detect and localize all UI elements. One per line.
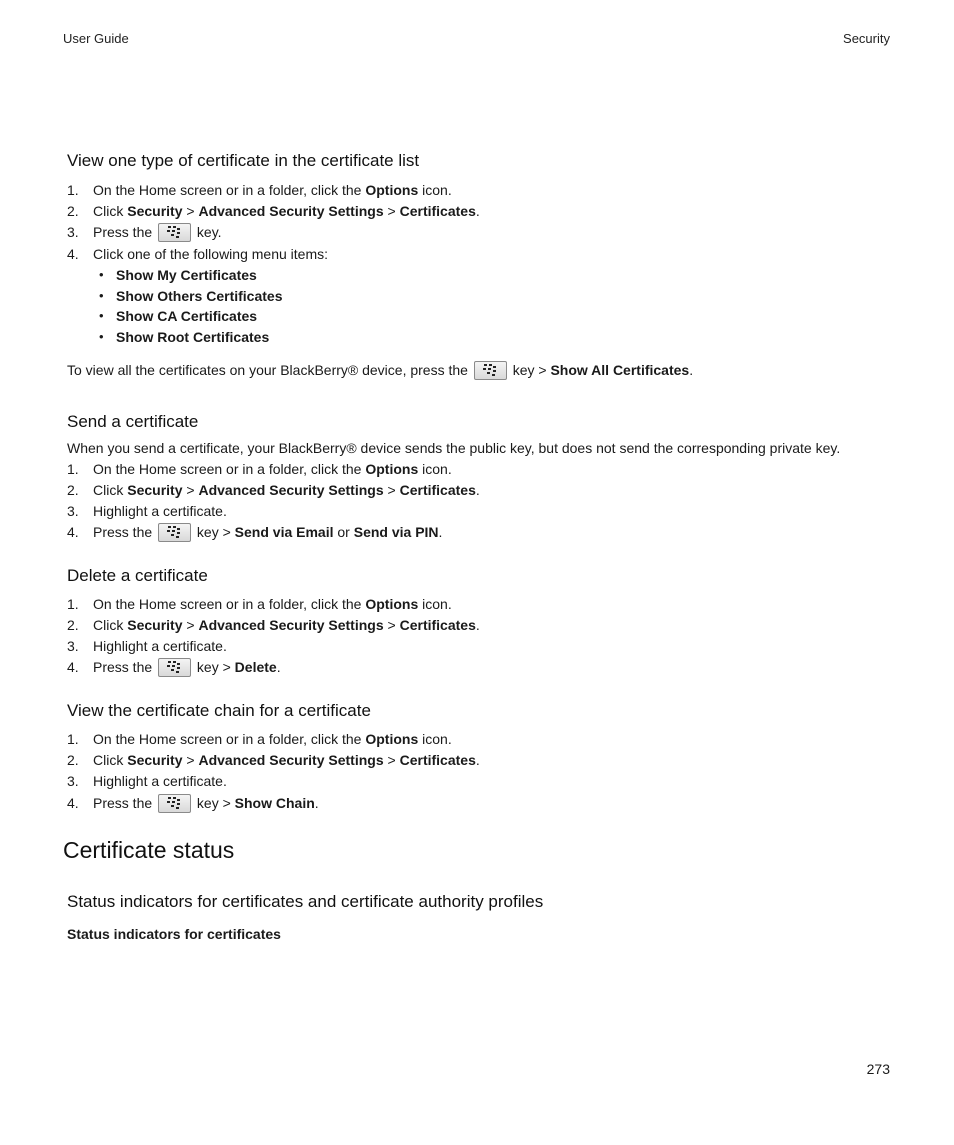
step-text: Highlight a certificate. [93,773,227,789]
menu-item-option: Show Root Certificates [116,329,270,345]
step-number: 3. [67,503,79,519]
running-header-left: User Guide [63,31,129,46]
step-text: Press the key > Send via Email or Send via PIN. [93,524,443,540]
table-caption: Status indicators for certificates [67,926,281,942]
step-text: Press the key. [93,224,222,240]
bullet-dot: • [99,288,104,303]
running-header-right: Security [843,31,890,46]
step-text: Click Security > Advanced Security Settings > Certificates. [93,617,480,633]
step-number: 1. [67,182,79,198]
blackberry-menu-key-icon [158,523,191,542]
menu-item-option: Show My Certificates [116,267,257,283]
step-text: Press the key > Show Chain. [93,795,319,811]
step-number: 4. [67,659,79,675]
step-number: 1. [67,596,79,612]
step-number: 1. [67,461,79,477]
blackberry-menu-key-icon [474,361,507,380]
step-text: Highlight a certificate. [93,503,227,519]
page-number: 273 [866,1061,890,1077]
blackberry-menu-key-icon [158,794,191,813]
step-text: On the Home screen or in a folder, click the Options icon. [93,596,452,612]
step-text: Click Security > Advanced Security Settings > Certificates. [93,203,480,219]
step-number: 2. [67,482,79,498]
step-text: On the Home screen or in a folder, click the Options icon. [93,461,452,477]
section-title-view-type: View one type of certificate in the certificate list [67,151,420,170]
step-number: 3. [67,224,79,240]
step-text: Press the key > Delete. [93,659,281,675]
step-text: Click Security > Advanced Security Settings > Certificates. [93,482,480,498]
step-text: On the Home screen or in a folder, click the Options icon. [93,182,452,198]
blackberry-menu-key-icon [158,658,191,677]
note-text: To view all the certificates on your BlackBerry® device, press the key > Show All Certificates. [67,362,694,378]
bullet-dot: • [99,308,104,323]
chapter-title-certificate-status: Certificate status [63,837,235,863]
step-text: On the Home screen or in a folder, click the Options icon. [93,731,452,747]
step-number: 1. [67,731,79,747]
section-title-delete: Delete a certificate [67,566,208,585]
section-title-chain: View the certificate chain for a certificate [67,701,371,720]
section-title-status-indicators: Status indicators for certificates and certificate authority profiles [67,892,544,911]
step-text: Click Security > Advanced Security Settings > Certificates. [93,752,480,768]
step-number: 3. [67,773,79,789]
section-intro: When you send a certificate, your BlackBerry® device sends the public key, but does not send the corresponding private key. [67,440,841,456]
step-number: 2. [67,203,79,219]
step-text: Click one of the following menu items: [93,246,328,262]
step-number: 4. [67,795,79,811]
bullet-dot: • [99,267,104,282]
step-number: 4. [67,246,79,262]
blackberry-menu-key-icon [158,223,191,242]
menu-item-option: Show CA Certificates [116,308,258,324]
step-number: 2. [67,752,79,768]
section-title-send: Send a certificate [67,412,199,431]
step-number: 4. [67,524,79,540]
step-number: 3. [67,638,79,654]
menu-item-option: Show Others Certificates [116,288,283,304]
step-number: 2. [67,617,79,633]
bullet-dot: • [99,329,104,344]
step-text: Highlight a certificate. [93,638,227,654]
